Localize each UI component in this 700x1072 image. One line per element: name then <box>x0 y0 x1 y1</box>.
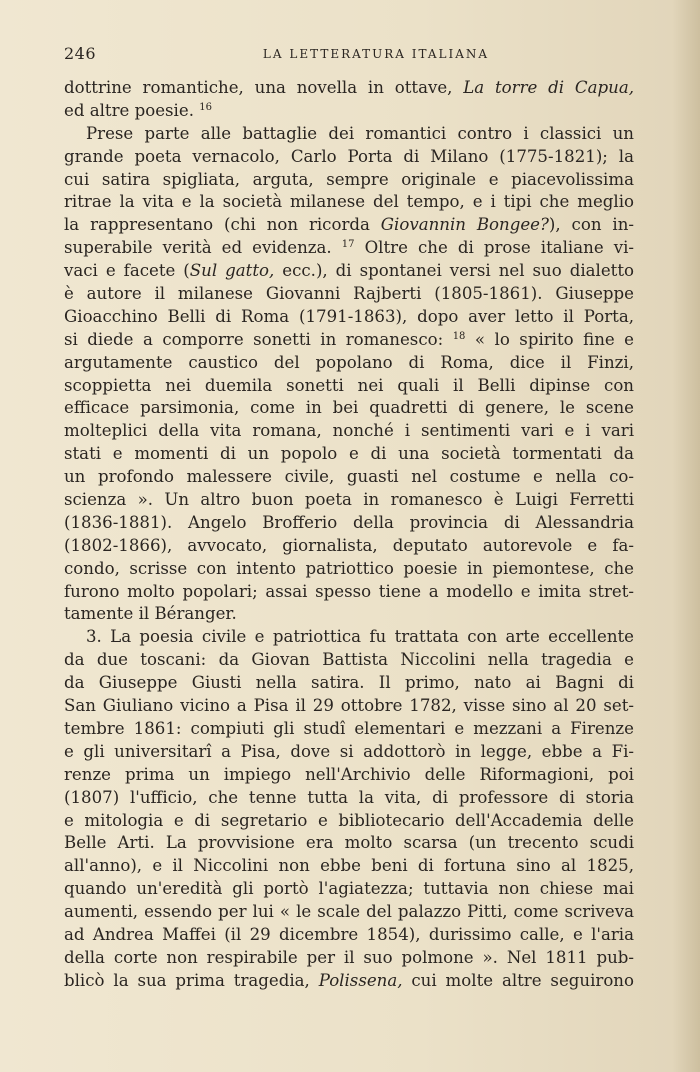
text-line <box>64 741 634 764</box>
text-segment: cui molte altre seguirono <box>402 970 634 990</box>
text-segment: (1836-1881). Angelo Brofferio della provincia di Alessandria <box>64 512 634 532</box>
text-segment: furono molto popolari; assai spesso tiene a modello e imita stret- <box>64 581 634 601</box>
text-segment: quando un'eredità gli portò l'agiatezza; tuttavia non chiese mai <box>64 879 634 899</box>
text-segment: renze prima un impiego nell'Archivio delle Riformagioni, poi <box>64 764 634 784</box>
text-line <box>64 878 634 901</box>
text-line <box>64 672 634 695</box>
text-segment: stati e momenti di un popolo e di una società tormentati da <box>64 444 634 464</box>
text-segment: si diede a comporre sonetti in romanesco: <box>64 329 453 349</box>
text-segment: la rappresentano (chi non ricorda <box>64 215 381 235</box>
text-segment: della corte non respirabile per il suo polmone ». Nel 1811 pub- <box>64 947 634 967</box>
text-segment: condo, scrisse con intento patriottico poesie in piemontese, che <box>64 558 634 578</box>
text-line <box>64 947 634 970</box>
italic-title: Polissena, <box>318 970 403 990</box>
text-segment: superabile verità ed evidenza. <box>64 238 342 258</box>
text-line <box>64 832 634 855</box>
text-line <box>64 787 634 810</box>
text-line <box>64 535 634 558</box>
text-segment: scienza ». Un altro buon poeta in romanesco è Luigi Ferretti <box>64 490 634 510</box>
text-segment: ad Andrea Maffei (il 29 dicembre 1854), durissimo calle, e l'aria <box>64 924 634 944</box>
text-line <box>64 283 634 306</box>
text-line <box>64 306 634 329</box>
text-segment: argutamente caustico del popolano di Roma, dice il Finzi, <box>64 352 634 372</box>
text-line <box>64 191 634 214</box>
text-segment: « lo spirito fine e <box>465 329 635 349</box>
text-line <box>64 352 634 375</box>
text-line <box>64 100 634 123</box>
text-line <box>64 581 634 604</box>
text-line <box>64 443 634 466</box>
text-line <box>64 329 634 352</box>
text-segment: Gioacchino Belli di Roma (1791-1863), dopo aver letto il Porta, <box>64 306 634 326</box>
text-line <box>64 214 634 237</box>
text-line <box>64 169 634 192</box>
text-line <box>64 603 634 626</box>
text-line <box>64 375 634 398</box>
text-segment: all'anno), e il Niccolini non ebbe beni di fortuna sino al 1825, <box>64 856 634 876</box>
text-line <box>64 626 634 649</box>
text-segment: tembre 1861: compiuti gli studî elementari e mezzani a Firenze <box>64 718 634 738</box>
text-segment: Belle Arti. La provvisione era molto scarsa (un trecento scudi <box>64 833 634 853</box>
text-segment: un profondo malessere civile, guasti nel costume e nella co- <box>64 467 634 487</box>
text-segment: da Giuseppe Giusti nella satira. Il primo, nato ai Bagni di <box>64 673 634 693</box>
text-line <box>64 855 634 878</box>
italic-title: La torre di Capua, <box>463 78 634 97</box>
text-segment: San Giuliano vicino a Pisa il 29 ottobre 1782, visse sino al 20 set- <box>64 696 634 716</box>
text-segment: ritrae la vita e la società milanese del tempo, e i tipi che meglio <box>64 192 634 212</box>
text-line <box>64 924 634 947</box>
text-segment: cui satira spigliata, arguta, sempre originale e piacevolissima <box>64 169 634 189</box>
footnote-ref: 18 <box>452 330 466 342</box>
text-line <box>64 466 634 489</box>
text-line <box>64 123 634 146</box>
text-segment: da due toscani: da Giovan Battista Niccolini nella tragedia e <box>64 650 634 670</box>
page-number: 246 <box>64 44 97 63</box>
text-line <box>64 649 634 672</box>
text-line <box>64 718 634 741</box>
text-line <box>64 695 634 718</box>
text-segment: aumenti, essendo per lui « le scale del palazzo Pitti, come scriveva <box>64 902 634 922</box>
running-title: LA LETTERATURA ITALIANA <box>262 47 490 61</box>
text-segment: molteplici della vita romana, nonché i sentimenti vari e i vari <box>64 421 634 441</box>
italic-title: Sul gatto, <box>189 261 275 281</box>
text-line <box>64 970 634 993</box>
text-segment: dottrine romantiche, una novella in ottave, <box>64 78 464 97</box>
text-segment: e gli universitarî a Pisa, dove si addottorò in legge, ebbe a Fi- <box>64 741 634 761</box>
text-segment: blicò la sua prima tragedia, <box>64 970 319 990</box>
text-segment: ed altre poesie. <box>64 100 200 120</box>
text-line <box>64 420 634 443</box>
text-segment: efficace parsimonia, come in bei quadretti di genere, le scene <box>64 398 634 418</box>
text-line <box>64 489 634 512</box>
text-line <box>64 512 634 535</box>
text-segment: è autore il milanese Giovanni Rajberti (1805-1861). Giuseppe <box>64 284 634 304</box>
text-segment: ecc.), di spontanei versi nel suo dialetto <box>274 261 634 281</box>
text-segment: tamente il Béranger. <box>64 604 237 624</box>
text-segment: vaci e facete ( <box>64 261 190 281</box>
italic-title: Giovannin Bongee? <box>380 215 549 235</box>
text-line <box>64 764 634 787</box>
page-header <box>64 44 640 66</box>
text-segment: e mitologia e di segretario e bibliotecario dell'Accademia delle <box>64 810 634 830</box>
footnote-ref: 16 <box>199 101 212 113</box>
text-line <box>64 810 634 833</box>
text-segment: scoppietta nei duemila sonetti nei quali il Belli dipinse con <box>64 375 634 395</box>
text-segment: (1802-1866), avvocato, giornalista, deputato autorevole e fa- <box>64 535 634 555</box>
footnote-ref: 17 <box>341 239 355 251</box>
text-line <box>64 558 634 581</box>
text-line <box>64 397 634 420</box>
text-segment: Oltre che di prose italiane vi- <box>354 238 634 258</box>
text-line <box>64 77 634 100</box>
body-text <box>64 77 634 993</box>
text-segment: grande poeta vernacolo, Carlo Porta di Milano (1775-1821); la <box>64 146 634 166</box>
text-line <box>64 901 634 924</box>
text-segment: 3. La poesia civile e patriottica fu trattata con arte eccellente <box>86 627 634 647</box>
text-line <box>64 237 634 260</box>
text-segment: Prese parte alle battaglie dei romantici contro i classici un <box>86 123 634 143</box>
text-segment: ), con in- <box>548 215 634 235</box>
text-segment: (1807) l'ufficio, che tenne tutta la vita, di professore di storia <box>64 787 634 807</box>
text-line <box>64 260 634 283</box>
text-line <box>64 146 634 169</box>
